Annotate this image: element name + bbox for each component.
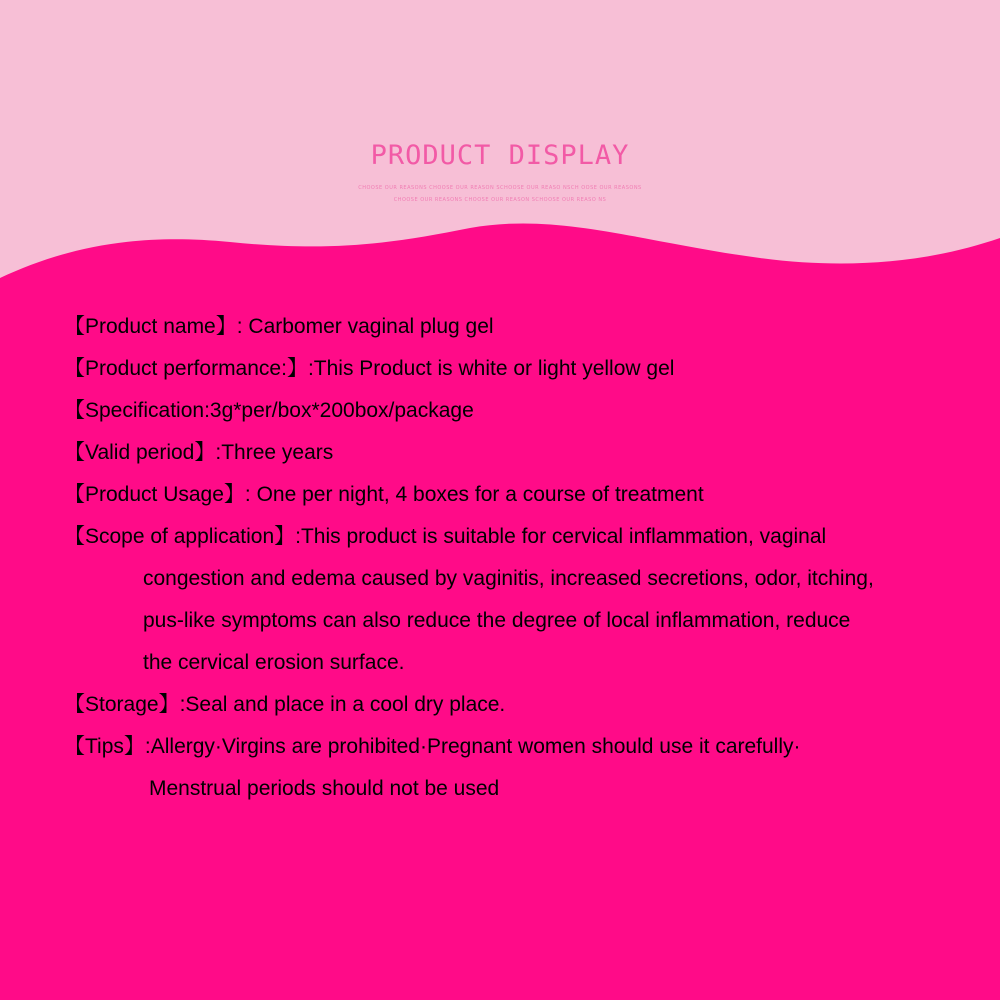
detail-value: :Three years — [215, 441, 334, 464]
detail-continuation: pus-like symptoms can also reduce the degree of local inflammation, reduce — [143, 609, 851, 632]
detail-label: 【Product performance:】 — [64, 357, 308, 380]
detail-row-product-name — [64, 306, 984, 348]
product-details — [64, 306, 984, 810]
detail-value: : Carbomer vaginal plug gel — [236, 315, 494, 338]
detail-label: 【Product Usage】 — [64, 483, 245, 506]
detail-continuation: congestion and edema caused by vaginitis, increased secretions, odor, itching, — [143, 567, 874, 590]
detail-row-specification — [64, 390, 984, 432]
detail-label: 【Specification:3g*per/box*200box/package — [64, 399, 474, 422]
detail-value: :Allergy·Virgins are prohibited·Pregnant women should use it carefully· — [144, 735, 801, 758]
detail-label: 【Storage】 — [64, 693, 180, 716]
detail-row-performance — [64, 348, 984, 390]
detail-row-usage — [64, 474, 984, 516]
detail-value: :This product is suitable for cervical inflammation, vaginal — [295, 525, 827, 548]
detail-label: 【Product name】 — [64, 315, 237, 338]
page-title: PRODUCT DISPLAY — [370, 140, 630, 171]
detail-continuation: the cervical erosion surface. — [143, 651, 405, 674]
detail-label: 【Scope of application】 — [64, 525, 296, 548]
detail-value: : One per night, 4 boxes for a course of treatment — [244, 483, 704, 506]
detail-label: 【Valid period】 — [64, 441, 216, 464]
detail-row-storage — [64, 684, 984, 726]
detail-value: :Seal and place in a cool dry place. — [179, 693, 506, 716]
detail-continuation: Menstrual periods should not be used — [149, 777, 500, 800]
tagline: CHOOSE OUR REASONS CHOOSE OUR REASON SCHOOSE OUR REASO NSCH OOSE OUR REASONS — [358, 185, 642, 191]
detail-label: 【Tips】 — [64, 735, 145, 758]
detail-row-tips — [64, 726, 984, 768]
tagline: CHOOSE OUR REASONS CHOOSE OUR REASON SCHOOSE OUR REASO NS — [393, 197, 607, 203]
detail-value: :This Product is white or light yellow gel — [307, 357, 675, 380]
detail-row-scope — [64, 516, 984, 558]
detail-row-valid-period — [64, 432, 984, 474]
